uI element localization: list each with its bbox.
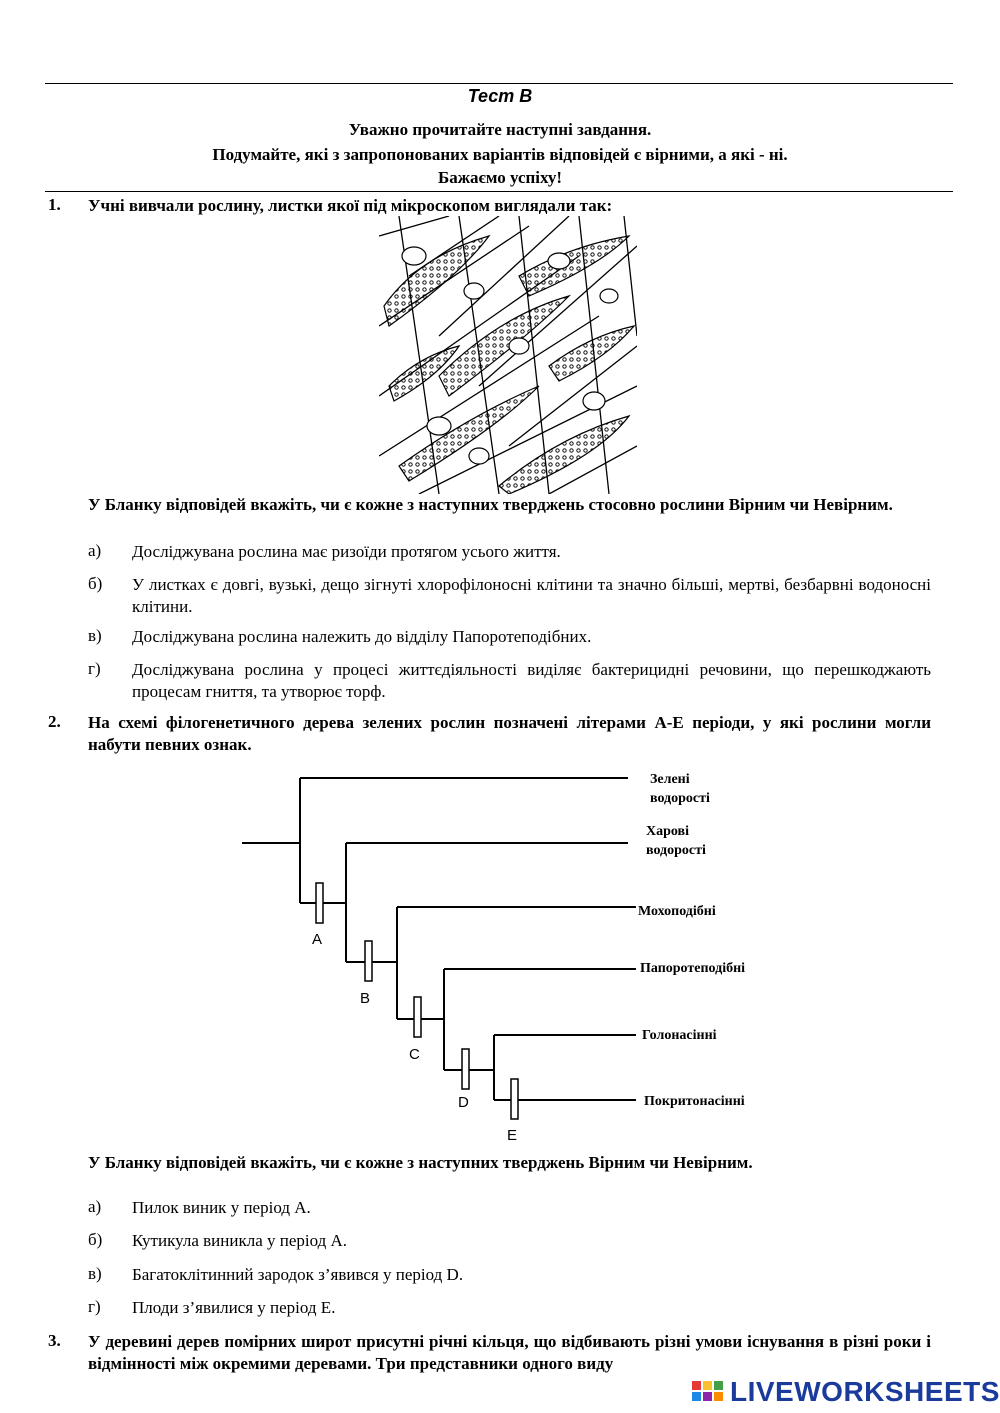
- q1-option-d-text: Досліджувана рослина у процесі життєдіяльності виділяє бактерицидні речовини, що перешкоджають процесам гниття, та утворює торф.: [132, 660, 931, 701]
- q1-text: Учні вивчали рослину, листки якої під мікроскопом виглядали так:: [88, 196, 613, 215]
- period-marker-a: [316, 883, 323, 923]
- period-label-d: D: [458, 1094, 469, 1111]
- q3-number: 3.: [48, 1331, 61, 1350]
- intro-line-2: Подумайте, які з запропонованих варіантів відповідей є вірними, а які - ні.: [212, 145, 788, 164]
- period-label-a: A: [312, 931, 323, 948]
- intro-line-3: Бажаємо успіху!: [437, 168, 563, 187]
- q2-option-a-text: Пилок виник у період А.: [132, 1198, 311, 1217]
- q2-option-a-letter: а): [88, 1197, 102, 1216]
- period-label-e: E: [507, 1127, 518, 1144]
- taxon-green-algae-line2: водорості: [650, 791, 710, 806]
- taxon-angiosperms: Покритонасінні: [644, 1094, 745, 1109]
- q2-option-c-letter: в): [88, 1264, 102, 1283]
- period-label-b: B: [360, 990, 371, 1007]
- logo-text: LIVEWORKSHEETS: [730, 1376, 1000, 1407]
- q1-option-b-text: У листках є довгі, вузькі, дещо зігнуті хлорофілоносні клітини та значно більші, мертві, безбарвні водоносні клітини.: [132, 575, 931, 616]
- q3-text: У деревині дерев помірних широт присутні річні кільця, що відбивають різні умови існування в різні роки і відмінності між окремими деревами. Три представники одного виду: [88, 1332, 931, 1373]
- q1-option-d-letter: г): [88, 659, 101, 678]
- q1-option-c-letter: в): [88, 626, 102, 645]
- period-marker-c: [414, 997, 421, 1037]
- q2-number: 2.: [48, 712, 61, 731]
- taxon-mosses: Мохоподібні: [638, 904, 716, 919]
- top-rule: [45, 83, 953, 84]
- phylogenetic-tree: [238, 765, 798, 1150]
- q1-option-a-text: Досліджувана рослина має ризоїди протягом усього життя.: [132, 542, 561, 561]
- q1-option-c-text: Досліджувана рослина належить до відділу Папоротеподібних.: [132, 627, 592, 646]
- period-marker-d: [462, 1049, 469, 1089]
- q2-option-b-text: Кутикула виникла у період А.: [132, 1231, 348, 1250]
- taxon-green-algae-line1: Зелені: [650, 772, 690, 787]
- q1-number: 1.: [48, 195, 61, 214]
- q1-instruction: У Бланку відповідей вкажіть, чи є кожне з наступних тверджень стосовно рослини Вірним чи Невірним.: [88, 495, 893, 514]
- period-label-c: C: [409, 1046, 420, 1063]
- taxon-gymnosperms: Голонасінні: [642, 1028, 717, 1043]
- q2-option-d-text: Плоди з’явилися у період Е.: [132, 1298, 336, 1317]
- logo-blocks-icon: [690, 1377, 726, 1407]
- q1-option-a-letter: а): [88, 541, 102, 560]
- leaf-microscope-image: [379, 216, 637, 494]
- q1-option-b-letter: б): [88, 574, 103, 593]
- taxon-ferns: Папоротеподібні: [640, 961, 746, 976]
- q2-instruction: У Бланку відповідей вкажіть, чи є кожне з наступних тверджень Вірним чи Невірним.: [88, 1153, 753, 1172]
- taxon-charophyte-line2: водорості: [646, 843, 706, 858]
- q2-text: На схемі філогенетичного дерева зелених рослин позначені літерами А-Е періоди, у які рослини могли набути певних ознак.: [88, 713, 931, 754]
- q2-option-b-letter: б): [88, 1230, 103, 1249]
- liveworksheets-logo[interactable]: [690, 1376, 1000, 1407]
- header-bottom-rule: [45, 191, 953, 192]
- taxon-charophyte-line1: Харові: [646, 824, 689, 839]
- q2-option-c-text: Багатоклітинний зародок з’явився у період D.: [132, 1265, 464, 1284]
- period-marker-b: [365, 941, 372, 981]
- intro-line-1: Уважно прочитайте наступні завдання.: [348, 120, 652, 139]
- period-marker-e: [511, 1079, 518, 1119]
- q2-option-d-letter: г): [88, 1297, 101, 1316]
- test-title: Тест В: [467, 86, 533, 106]
